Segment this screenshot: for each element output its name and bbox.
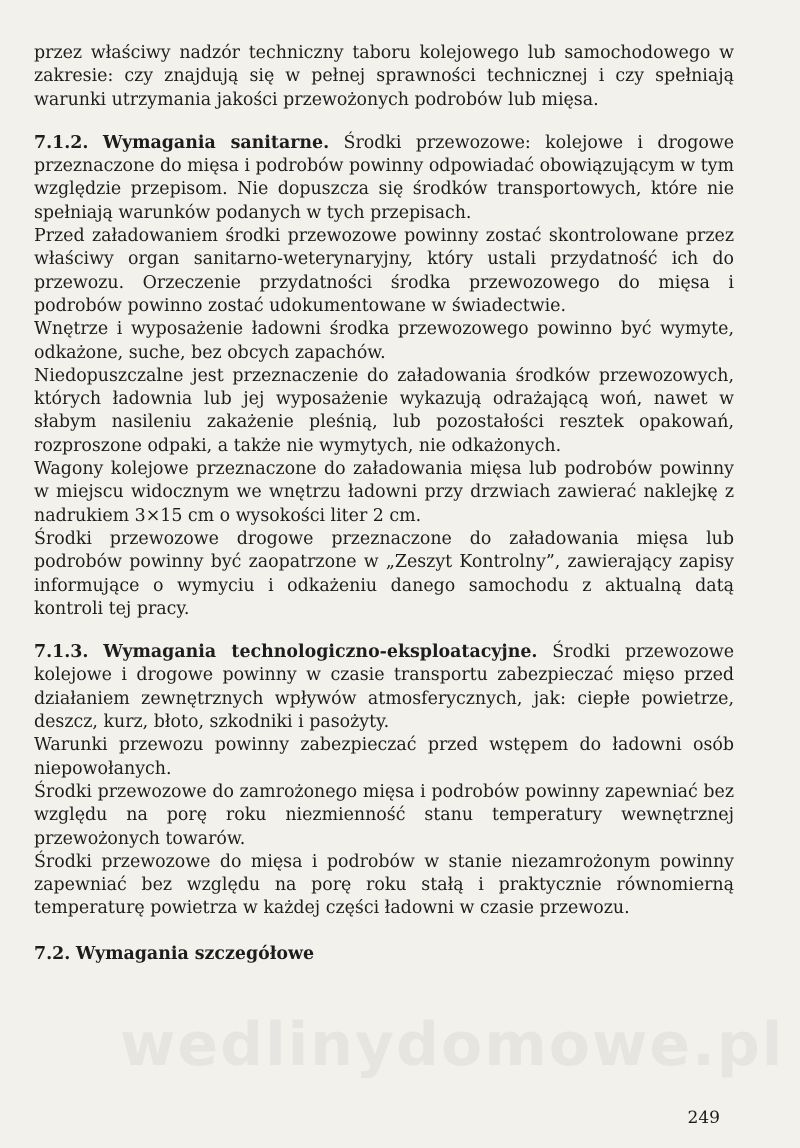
intro-paragraph: przez właściwy nadzór techniczny taboru kolejowego lub samochodowego w zakresie: czy znajdują się w pełnej sprawności technicznej i czy spełniają warunki utrzymania jakości przewożonych podrobów lub mięsa. <box>34 43 734 110</box>
section-number: 7.1.3. <box>34 642 89 663</box>
watermark: wedlinydomowe.pl <box>120 1010 785 1080</box>
section-7-1-2-paragraph-6: Środki przewozowe drogowe przeznaczone do załadowania mięsa lub podrobów powinny być zaopatrzone w „Zeszyt Kontrolny”, zawierający zapisy informujące o wymyciu i odkażeniu danego samochodu z aktualną datą kontroli tej pracy. <box>34 528 734 619</box>
section-7-1-2-paragraph-2: Przed załadowaniem środki przewozowe powinny zostać skontrolowane przez właściwy organ sanitarno-weterynaryjny, który ustali przydatność ich do przewozu. Orzeczenie przydatności środka przewozowego do mięsa i podrobów powinno zostać udokumentowane w świadectwie. <box>34 226 734 316</box>
section-7-1-2-paragraph-4: Niedopuszczalne jest przeznaczenie do załadowania środków przewozowych, których ładownia lub jej wyposażenie wykazują odrażającą woń, nawet w słabym nasileniu zakażenie pleśnią, lub pozostałości resztek opakowań, rozproszone odpaki, a także nie wymytych, nie odkażonych. <box>34 365 734 456</box>
section-7-1-3-paragraph-3: Środki przewozowe do zamrożonego mięsa i podrobów powinny zapewniać bez względu na porę roku niezmienność stanu temperatury wewnętrznej przewożonych towarów. <box>34 781 734 849</box>
section-number: 7.2. <box>34 943 71 964</box>
section-title: Wymagania technologiczno-eksploatacyjne. <box>103 642 538 663</box>
spacer <box>34 112 734 132</box>
section-7-1-2-paragraph-1 <box>34 132 734 225</box>
page-number: 249 <box>687 1108 720 1128</box>
section-7-1-3-paragraph-4: Środki przewozowe do mięsa i podrobów w stanie niezamrożonym powinny zapewniać bez względu na porę roku stałą i praktycznie równomierną temperaturę powietrza w każdej części ładowni w czasie przewozu. <box>34 851 734 919</box>
spacer <box>34 621 734 641</box>
section-7-1-2-paragraph-5: Wagony kolejowe przeznaczone do załadowania mięsa lub podrobów powinny w miejscu widocznym we wnętrzu ładowni przy drzwiach zawierać naklejkę z nadrukiem 3×15 cm o wysokości liter 2 cm. <box>34 459 734 526</box>
section-7-1-2-paragraph-3: Wnętrze i wyposażenie ładowni środka przewozowego powinno być wymyte, odkażone, suche, bez obcych zapachów. <box>34 319 734 363</box>
document-page <box>34 42 734 966</box>
section-number: 7.1.2. <box>34 132 89 153</box>
section-text: Środki przewozowe: kolejowe i drogowe przeznaczone do mięsa i podrobów powinny odpowiadać obowiązującym w tym względzie przepisom. Nie dopuszcza się środków transportowych, które nie spełniają warunków podanych w tych przepisach. <box>34 132 735 223</box>
section-7-2-heading <box>34 943 734 966</box>
section-text: Środki przewozowe kolejowe i drogowe powinny w czasie transportu zabezpieczać mięso przed działaniem zewnętrznych wpływów atmosferycznych, jak: ciepłe powietrze, deszcz, kurz, błoto, szkodniki i pasożyty. <box>34 642 735 733</box>
section-7-1-3-paragraph-1 <box>34 641 734 734</box>
section-title: Wymagania sanitarne. <box>102 132 330 153</box>
section-title: Wymagania szczegółowe <box>75 943 315 964</box>
section-7-1-3-paragraph-2: Warunki przewozu powinny zabezpieczać przed wstępem do ładowni osób niepowołanych. <box>34 735 734 779</box>
